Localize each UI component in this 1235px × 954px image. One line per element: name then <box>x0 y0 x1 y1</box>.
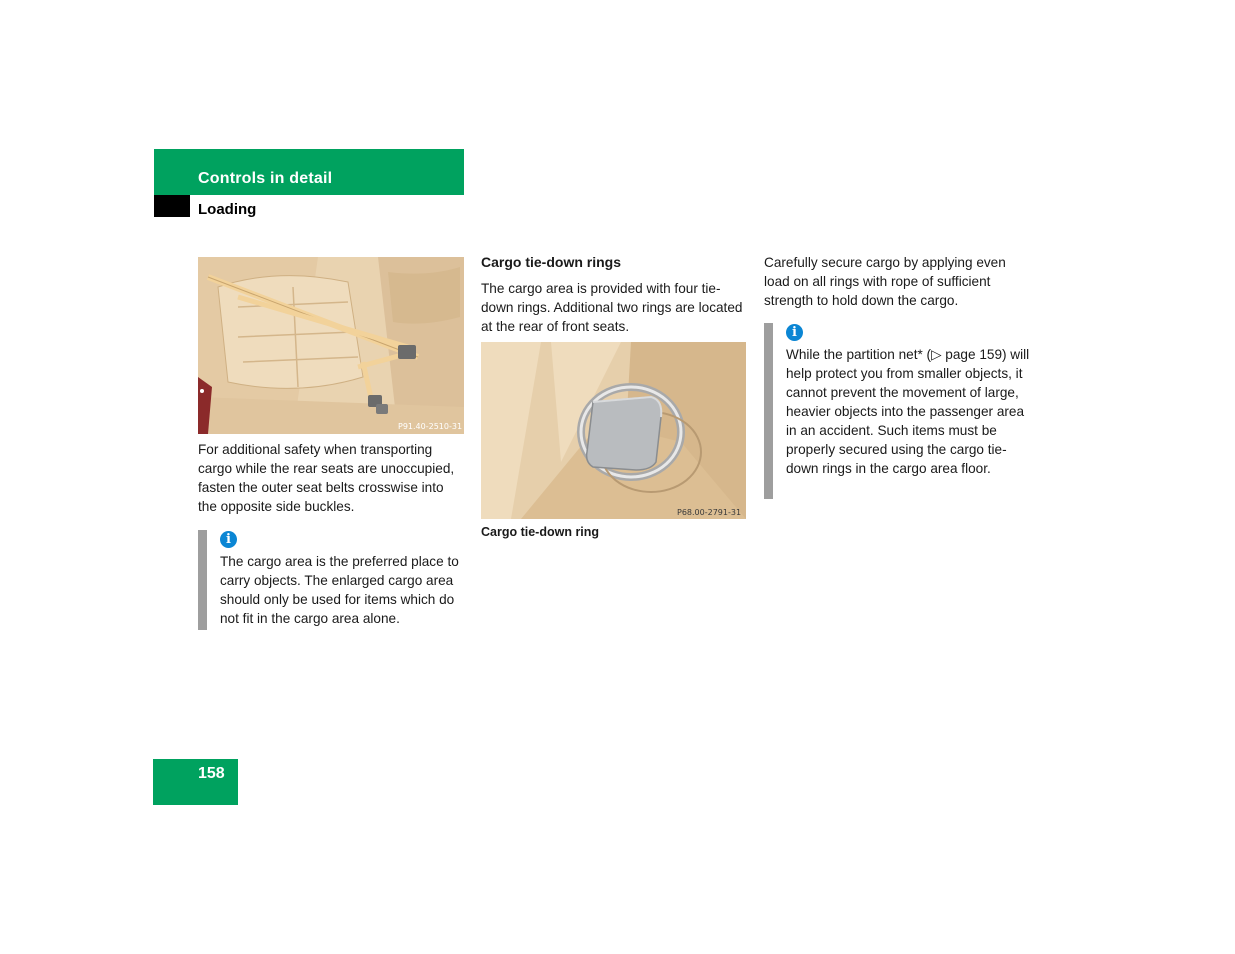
figure-caption: Cargo tie-down ring <box>481 525 600 539</box>
subsection-title: Loading <box>198 201 257 218</box>
paragraph-seat-belts: For additional safety when transporting cargo while the rear seats are unoccupied, fasten the outer seat belts crosswise into the opposite side buckles. <box>198 442 455 514</box>
figure-code-1: P91.40-2510-31 <box>398 422 463 431</box>
figure-code-2: P68.00-2791-31 <box>677 508 742 517</box>
page-number-box <box>153 759 238 805</box>
info-text-partition-net: While the partition net* (▷ page 159) will help protect you from smaller objects, it cannot prevent the movement of large, heavier objects into the passenger area in an accident. Such items must be properly secured using the cargo tie-down rings in the cargo area floor. <box>786 347 1030 476</box>
heading-cargo-tie-down-rings: Cargo tie-down rings <box>481 254 621 270</box>
info-box-partition-net <box>764 323 1036 499</box>
seat-belts-crosswise-figure <box>198 257 464 434</box>
paragraph-secure-cargo: Carefully secure cargo by applying even load on all rings with rope of sufficient strength to hold down the cargo. <box>764 255 1006 308</box>
cargo-tie-down-ring-figure <box>481 342 746 519</box>
page-number: 158 <box>198 765 225 782</box>
info-icon: i <box>786 324 803 341</box>
info-icon: i <box>220 531 237 548</box>
section-title: Controls in detail <box>198 170 333 187</box>
paragraph-tie-down-rings: The cargo area is provided with four tie-down rings. Additional two rings are located at the rear of front seats. <box>481 281 743 334</box>
info-box-cargo-area <box>198 530 470 630</box>
header-black-tab <box>154 195 190 217</box>
info-text-cargo-area: The cargo area is the preferred place to carry objects. The enlarged cargo area should only be used for items which do not fit in the cargo area alone. <box>220 554 459 626</box>
